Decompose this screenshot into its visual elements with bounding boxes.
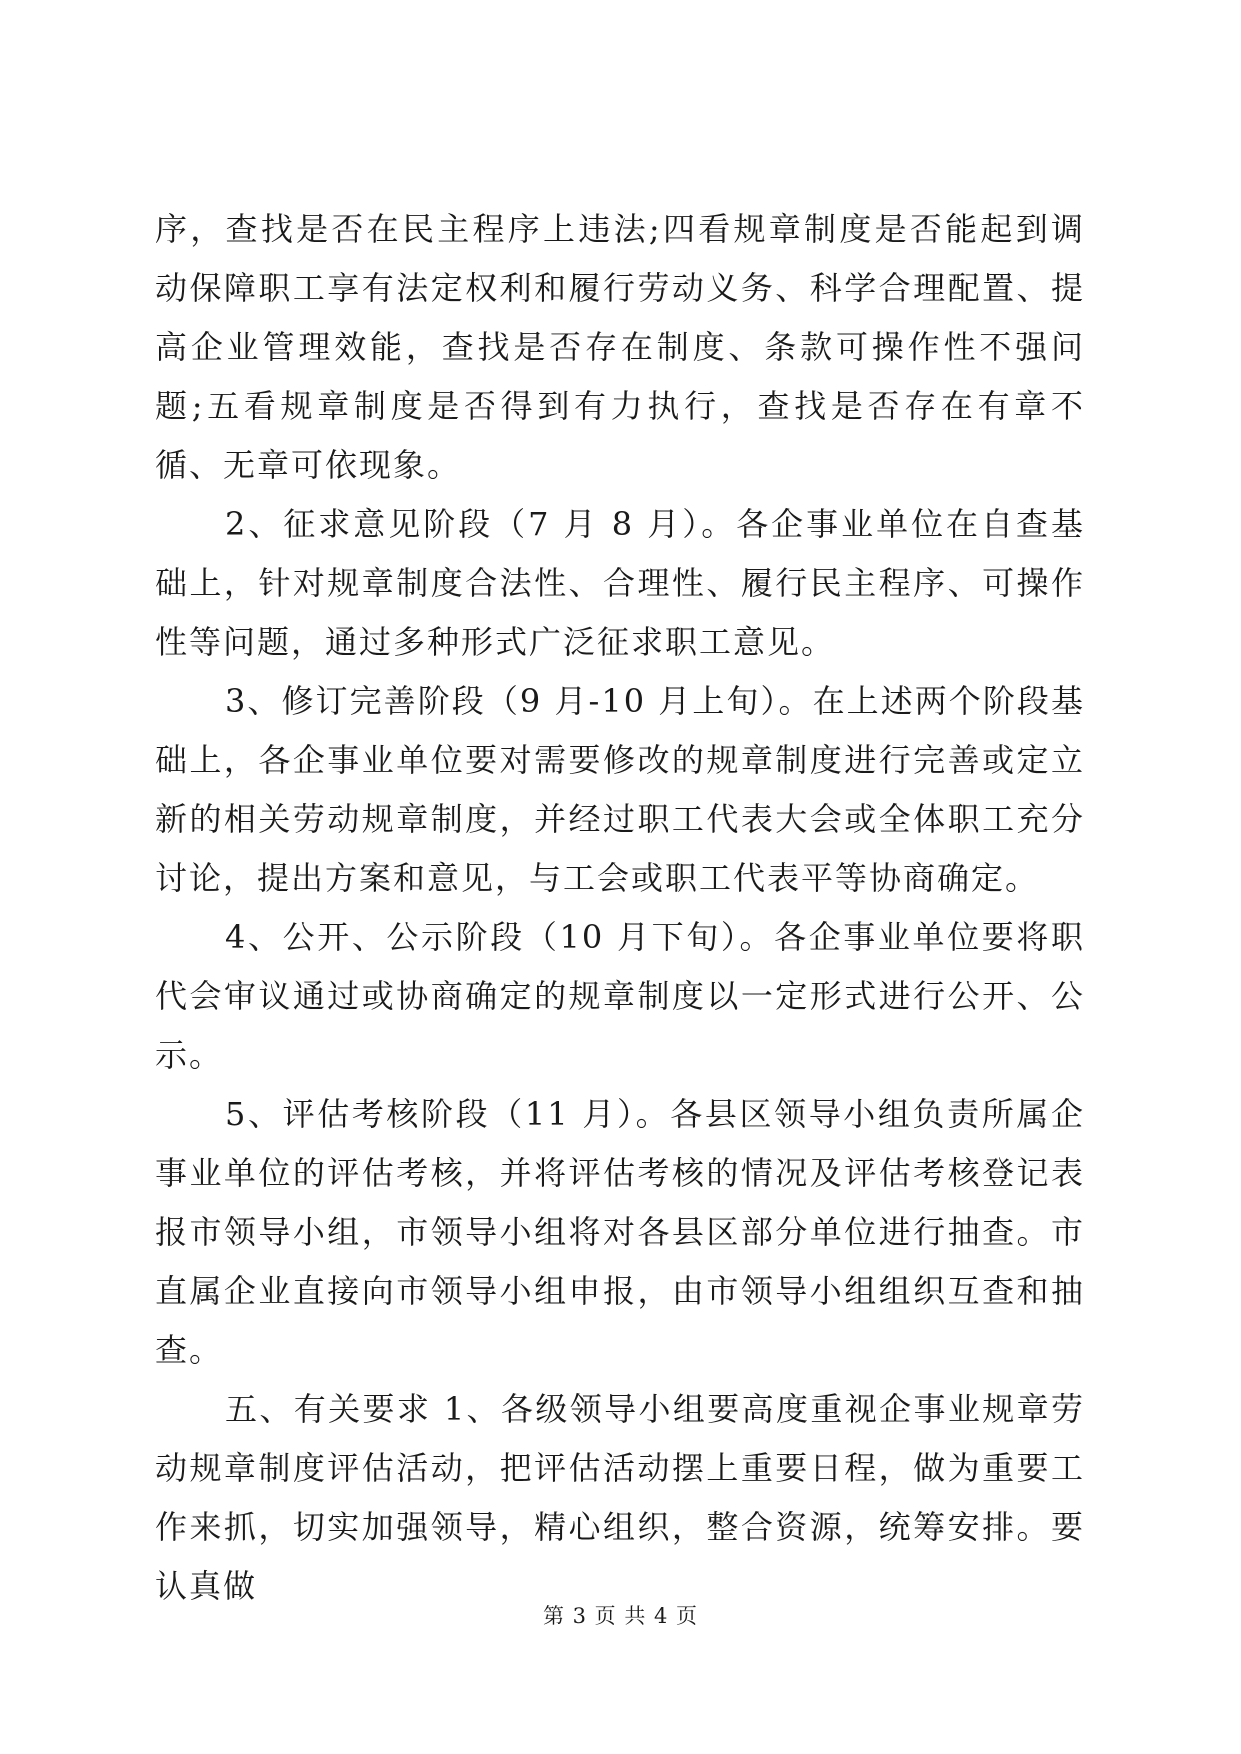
paragraph-stage-4: 4、公开、公示阶段（10 月下旬）。各企事业单位要将职代会审议通过或协商确定的规章制度以一定形式进行公开、公示。 bbox=[155, 918, 1085, 1074]
paragraph-requirements: 五、有关要求 1、各级领导小组要高度重视企事业规章劳动规章制度评估活动，把评估活动摆上重要日程，做为重要工作来抓，切实加强领导，精心组织，整合资源，统筹安排。要认真做 bbox=[155, 1390, 1085, 1605]
document-body bbox=[155, 200, 1085, 1616]
paragraph-stage-2: 2、征求意见阶段（7 月 8 月）。各企事业单位在自查基础上，针对规章制度合法性、合理性、履行民主程序、可操作性等问题，通过多种形式广泛征求职工意见。 bbox=[155, 505, 1085, 661]
paragraph-stage-5: 5、评估考核阶段（11 月）。各县区领导小组负责所属企事业单位的评估考核，并将评估考核的情况及评估考核登记表报市领导小组，市领导小组将对各县区部分单位进行抽查。市直属企业直接向市领导小组申报，由市领导小组组织互查和抽查。 bbox=[155, 1095, 1085, 1369]
paragraph-continuation: 序，查找是否在民主程序上违法;四看规章制度是否能起到调动保障职工享有法定权利和履行劳动义务、科学合理配置、提高企业管理效能，查找是否存在制度、条款可操作性不强问题;五看规章制度是否得到有力执行，查找是否存在有章不循、无章可依现象。 bbox=[155, 210, 1085, 484]
page-number-footer: 第 3 页 共 4 页 bbox=[542, 1604, 699, 1628]
paragraph-stage-3: 3、修订完善阶段（9 月-10 月上旬）。在上述两个阶段基础上，各企事业单位要对需要修改的规章制度进行完善或定立新的相关劳动规章制度，并经过职工代表大会或全体职工充分讨论，提出方案和意见，与工会或职工代表平等协商确定。 bbox=[155, 682, 1085, 897]
